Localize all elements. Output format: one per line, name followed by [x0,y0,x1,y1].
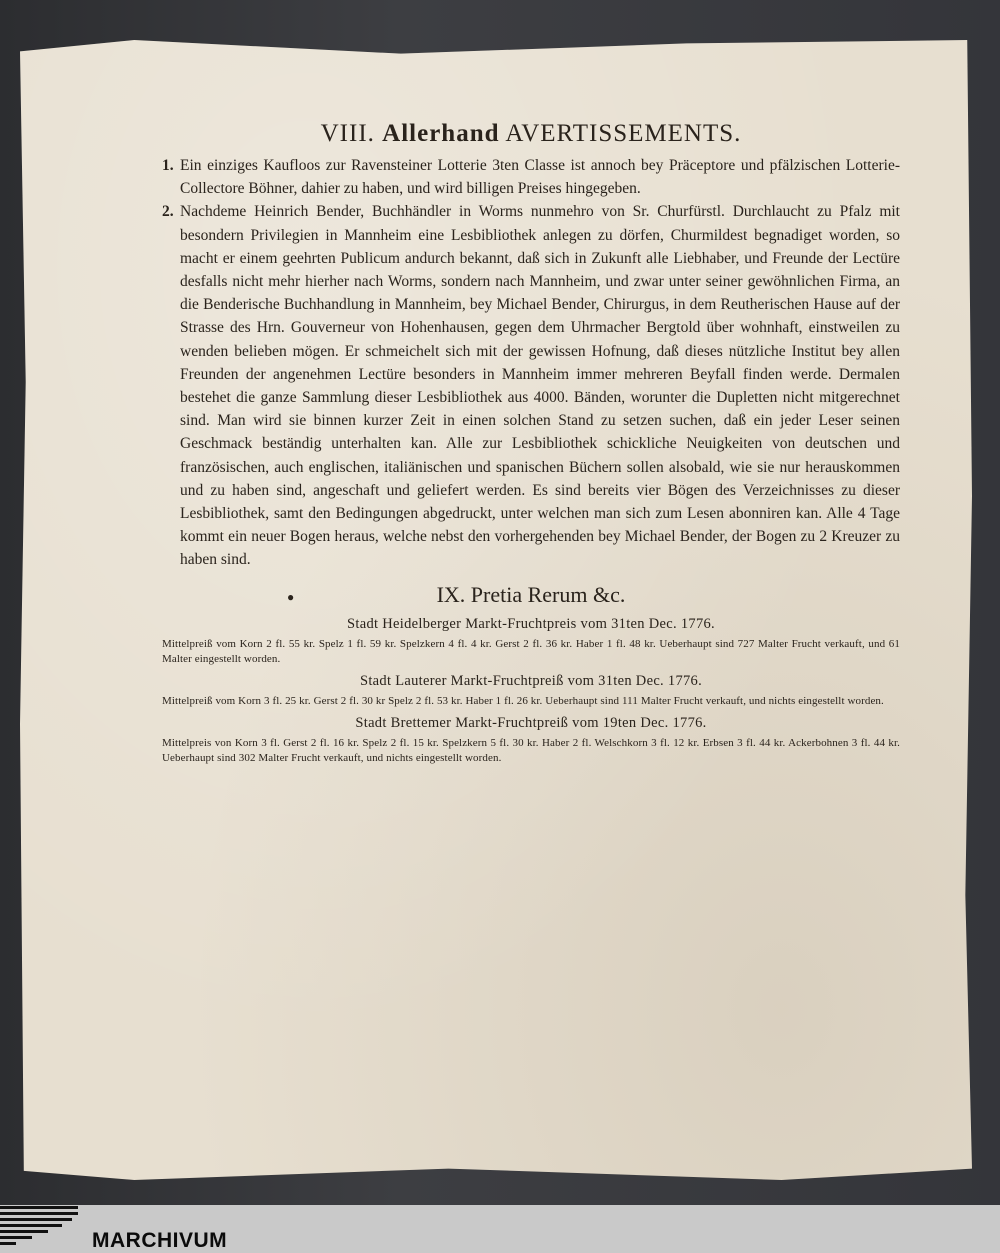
price-text-lautern: Mittelpreiß vom Korn 3 fl. 25 kr. Gerst 2 fl. 30 kr Spelz 2 fl. 53 kr. Haber 1 fl. 26 kr. Ueberhaupt sind 111 Malter Frucht verkauft, und nichts eingestellt worden. [162,694,884,707]
section-viii-heading [162,120,900,148]
advert-item-2-number: 2. [162,203,174,221]
price-heading-bretten: Stadt Brettemer Markt-Fruchtpreiß vom 19ten Dec. 1776. [355,714,707,731]
advert-item-2 [162,200,900,571]
section-viii-roman: VIII. [320,120,375,147]
section-ix-title: IX. Pretia Rerum &c. [436,581,626,607]
price-heading-heidelberg: Stadt Heidelberger Markt-Fruchtpreis vom 31ten Dec. 1776. [347,615,715,632]
section-ix-heading [162,582,900,608]
marchivum-logo-icon [0,1205,80,1253]
price-text-bretten: Mittelpreis von Korn 3 fl. Gerst 2 fl. 16 kr. Spelz 2 fl. 15 kr. Spelzkern 5 fl. 30 kr. Haber 2 fl. Welschkorn 3 fl. 12 kr. Erbsen 3 fl. 44 kr. Ackerbohnen 3 fl. 44 kr. Ueberhaupt sind 302 Malter Frucht verkauft, und nichts eingestellt worden. [162,736,900,764]
advert-item-2-text: Nachdeme Heinrich Bender, Buchhändler in Worms nunmehro von Sr. Churfürstl. Durchlaucht zu Pfalz mit besondern Privilegien in Mannheim eine Lesbibliothek anlegen zu dörfen, Churmildest begnadiget worden, so macht er einem geehrten Publicum andurch bekannt, daß sich in Zukunft alle Liebhaber, und Freunde der Lectüre desfalls nicht mehr hierher nach Worms, sondern nach Mannheim, und zwar unter seiner gewöhnlichen Firma, an die Benderische Buchhandlung in Mannheim, bey Michael Bender, Chirurgus, in dem Reutherischen Hause auf der Strasse des Hrn. Gouverneur von Hohenhausen, gegen dem Uhrmacher Bergtold über wohnhaft, einstweilen zu wenden belieben mögen. Er schmeichelt sich mit der gewissen Hofnung, daß dieses nützliche Institut bey allen Freunden der angenehmen Lectüre besonders in Mannheim immer mehreren Beyfall finden werde. Dermalen bestehet die ganze Sammlung dieser Lesbibliothek aus 4000. Bänden, worunter die Dupletten nicht mitgerechnet sind. Man wird sie binnen kurzer Zeit in einen solchen Stand zu setzen suchen, daß ein jeder Leser seinen Geschmack beständig unterhalten kan. Alle zur Lesbibliothek schickliche Neuigkeiten von deutschen und französischen, auch englischen, italiänischen und spanischen Büchern sollen alsobald, wie sie nur herauskommen und zu haben sind, angeschaft und geliefert werden. Es sind bereits vier Bögen des Verzeichnisses zu dieser Lesbibliothek, samt den Bedingungen abgedruckt, unter welchen man sich zum Lesen abonniren kan. Alle 4 Tage kommt ein neuer Bogen heraus, welche nebst den vorhergehenden bey Michael Bender, der Bogen zu 2 Kreuzer zu haben sind. [180,203,900,569]
bullet-dot-icon: ● [287,589,295,604]
advert-item-1 [162,154,900,200]
price-heading-lautern: Stadt Lauterer Markt-Fruchtpreiß vom 31ten Dec. 1776. [359,672,703,689]
price-text-heidelberg: Mittelpreiß vom Korn 2 fl. 55 kr. Spelz 1 fl. 59 kr. Spelzkern 4 fl. 4 kr. Gerst 2 fl. 36 kr. Haber 1 fl. 48 kr. Ueberhaupt sind 727 Malter Frucht verkauft, und 61 Malter eingestellt worden. [162,637,900,665]
advert-item-1-text: Ein einziges Kaufloos zur Ravensteiner Lotterie 3ten Classe ist annoch bey Präceptore und pfälzischen Lotterie-Collectore Böhner, dahier zu haben, und wird billigen Preises hingegeben. [180,157,900,198]
section-viii-title: AVERTISSEMENTS. [505,120,742,147]
brand-name: MARCHIVUM [92,1229,228,1252]
document-text [162,120,900,766]
advert-item-1-number: 1. [162,157,174,174]
section-viii-fraktur-title: Allerhand [382,120,500,147]
